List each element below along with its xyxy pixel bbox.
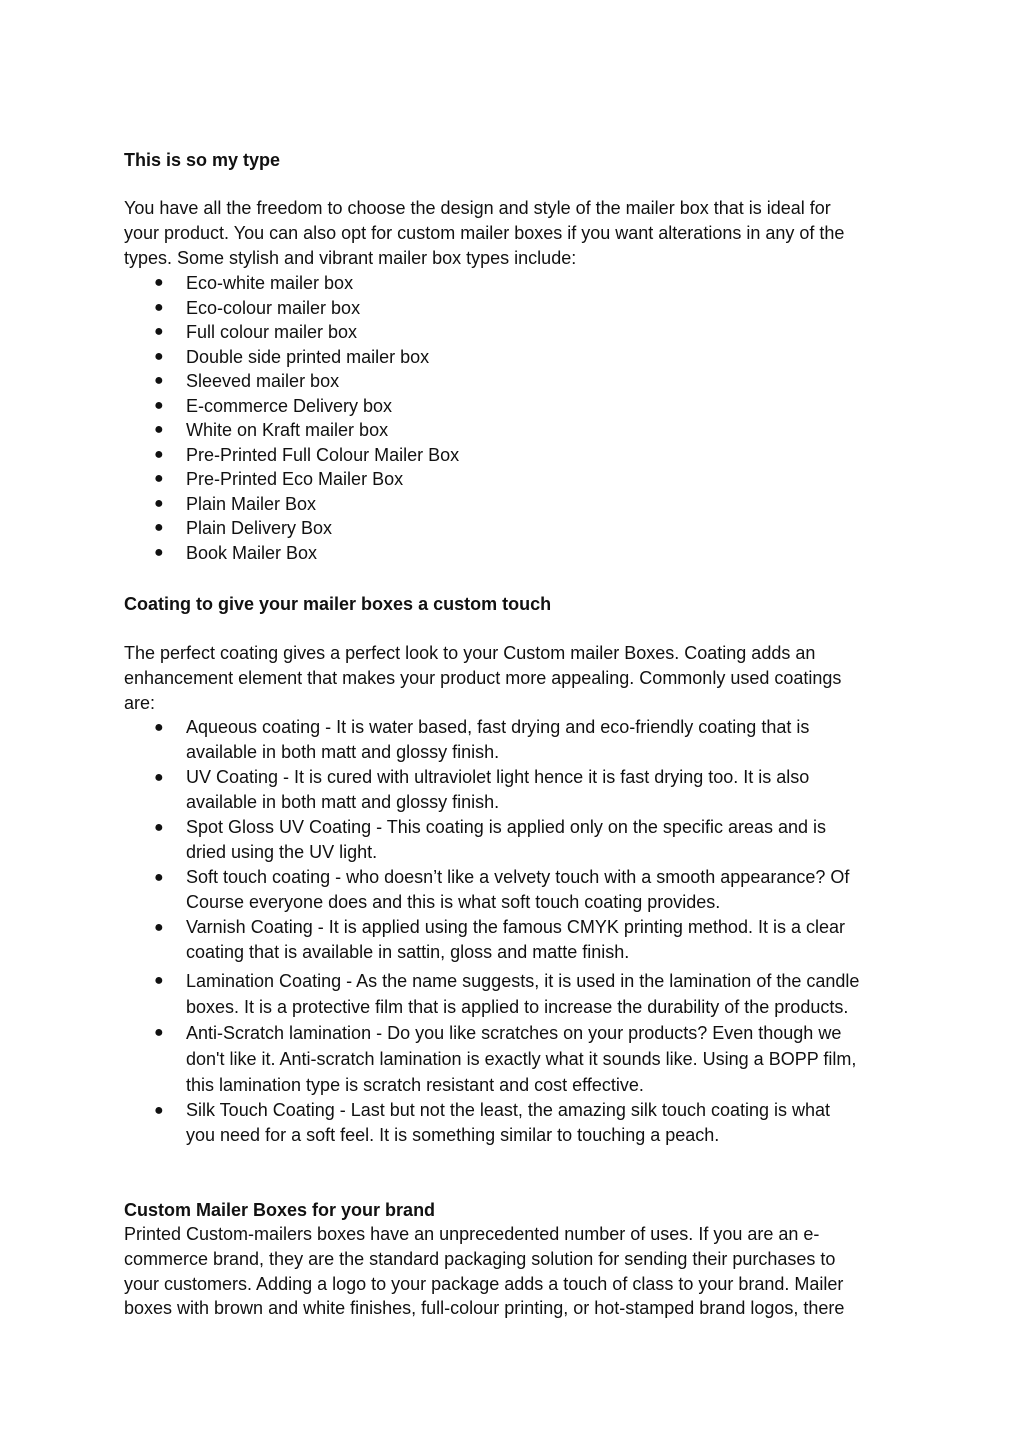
list-item: ● Plain Delivery Box — [124, 516, 459, 541]
list-item: ● Spot Gloss UV Coating - This coating is applied only on the specific areas and is dried using the UV light. — [154, 817, 827, 862]
bullet-icon: ● — [154, 972, 164, 989]
paragraph-line: commerce brand, they are the standard packaging solution for sending their purchases to — [124, 1248, 836, 1269]
bullet-icon: ● — [154, 519, 164, 536]
list-item: ● Eco-white mailer box — [124, 271, 459, 296]
bullet-icon: ● — [154, 323, 164, 340]
paragraph-line: your product. You can also opt for custom mailer boxes if you want alterations in any of the — [124, 222, 845, 243]
list-item: ● Sleeved mailer box — [124, 369, 459, 394]
paragraph-line: are: — [124, 692, 156, 713]
paragraph-line: boxes with brown and white finishes, full-colour printing, or hot-stamped brand logos, there — [124, 1298, 845, 1319]
paragraph-line: enhancement element that makes your product more appealing. Commonly used coatings — [124, 667, 842, 688]
list-item: ● Book Mailer Box — [124, 541, 459, 566]
paragraph-brand — [124, 1222, 844, 1321]
list-item: ● Varnish Coating - It is applied using the famous CMYK printing method. It is a clear coating that is available in sattin, gloss and matte finish. — [154, 917, 845, 962]
list-item: ● Soft touch coating - who doesn’t like a velvety touch with a smooth appearance? Of Course everyone does and this is what soft touch coating provides. — [154, 867, 850, 912]
list-item: ● Lamination Coating - As the name suggests, it is used in the lamination of the candle boxes. It is a protective film that is applied to increase the durability of the products. — [124, 968, 859, 1020]
list-item: ● Silk Touch Coating - Last but not the least, the amazing silk touch coating is what you need for a soft feel. It is something similar to touching a peach. — [154, 1100, 831, 1145]
bullet-icon: ● — [154, 274, 164, 291]
heading-my-type: This is so my type — [124, 150, 281, 170]
bullet-icon: ● — [154, 819, 164, 836]
bullet-icon: ● — [154, 719, 164, 736]
bullet-icon: ● — [154, 494, 164, 512]
heading-brand: Custom Mailer Boxes for your brand — [124, 1200, 436, 1220]
list-item: ● White on Kraft mailer box — [124, 418, 459, 443]
bullet-icon: ● — [154, 470, 164, 487]
list-item: ● Pre-Printed Full Colour Mailer Box — [124, 443, 459, 468]
bullet-icon: ● — [154, 543, 164, 561]
bullet-icon: ● — [154, 869, 164, 886]
paragraph-line: your customers. Adding a logo to your package adds a touch of class to your brand. Mailer — [124, 1273, 844, 1294]
paragraph-coating-intro — [124, 641, 841, 715]
paragraph-types-intro — [124, 196, 844, 270]
list-item: ● Plain Mailer Box — [124, 492, 459, 517]
list-item: ● UV Coating - It is cured with ultraviolet light hence it is fast drying too. It is also available in both matt and glossy finish. — [154, 767, 810, 812]
paragraph-line: types. Some stylish and vibrant mailer box types include: — [124, 247, 577, 268]
coatings-list — [124, 715, 859, 1148]
list-item: ● Aqueous coating - It is water based, fast drying and eco-friendly coating that is available in both matt and glossy finish. — [154, 717, 810, 762]
paragraph-line: The perfect coating gives a perfect look to your Custom mailer Boxes. Coating adds an — [124, 643, 816, 663]
list-item: ● Full colour mailer box — [124, 320, 459, 345]
bullet-icon: ● — [154, 1024, 164, 1041]
bullet-icon: ● — [154, 919, 164, 936]
bullet-icon: ● — [154, 298, 164, 316]
heading-coating: Coating to give your mailer boxes a custom touch — [124, 594, 552, 614]
list-item: ● Anti-Scratch lamination - Do you like scratches on your products? Even though we don't like it. Anti-scratch lamination is exactly what it sounds like. Using a BOPP film, this lamination type is scratch resistant and cost effective. — [124, 1020, 859, 1098]
paragraph-line: You have all the freedom to choose the design and style of the mailer box that is ideal for — [124, 198, 831, 218]
list-item: ● Eco-colour mailer box — [124, 296, 459, 321]
bullet-icon: ● — [154, 372, 164, 389]
bullet-icon: ● — [154, 445, 164, 463]
bullet-icon: ● — [154, 1102, 164, 1119]
paragraph-line: Printed Custom-mailers boxes have an unprecedented number of uses. If you are an e- — [124, 1224, 820, 1244]
list-item: ● E-commerce Delivery box — [124, 394, 459, 419]
bullet-icon: ● — [154, 347, 164, 365]
mailer-types-list — [124, 271, 459, 565]
list-item: ● Double side printed mailer box — [124, 345, 459, 370]
bullet-icon: ● — [154, 396, 164, 414]
list-item: ● Pre-Printed Eco Mailer Box — [124, 467, 459, 492]
bullet-icon: ● — [154, 769, 164, 786]
bullet-icon: ● — [154, 421, 164, 438]
